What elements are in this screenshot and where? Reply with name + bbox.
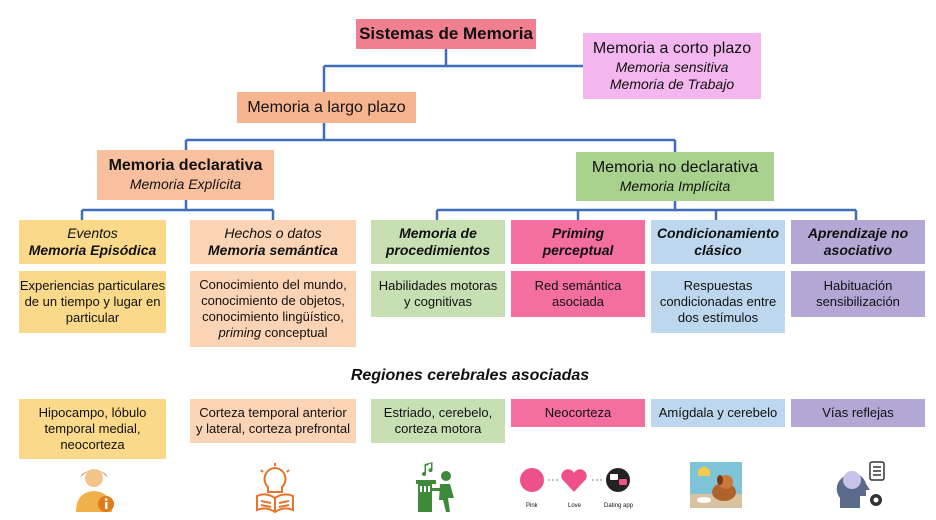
category-priming — [511, 220, 645, 264]
description-episodic-line2: de un tiempo y lugar en — [24, 293, 161, 309]
description-semantic-line1: Conocimiento del mundo, — [199, 276, 347, 292]
category-priming-line1: Priming — [551, 224, 605, 241]
description-semantic-line3: conocimiento lingüístico, — [202, 309, 344, 324]
priming-label-dating: Dating app — [604, 503, 634, 509]
declarative-node — [97, 150, 274, 200]
description-procedural — [371, 271, 505, 317]
description-semantic-line2: conocimiento de objetos, — [201, 292, 345, 308]
non-declarative-subtitle: Memoria Implícita — [619, 177, 731, 194]
category-episodic — [19, 220, 166, 264]
description-semantic — [190, 271, 356, 347]
category-semantic-line1: Hechos o datos — [224, 224, 322, 241]
region-conditioning-line1: Amígdala y cerebelo — [658, 404, 778, 420]
short-term-title: Memoria a corto plazo — [592, 39, 752, 57]
region-episodic-line3: neocorteza — [60, 437, 125, 453]
description-procedural-line2: y cognitivas — [404, 294, 472, 309]
region-semantic-line1: Corteza temporal anterior — [199, 404, 347, 420]
description-nonassociative-line1: Habituación — [823, 277, 893, 293]
region-priming — [511, 399, 645, 427]
category-procedural-line1: Memoria de — [399, 224, 477, 241]
description-episodic-line3: particular — [65, 310, 120, 326]
category-episodic-line1: Eventos — [67, 224, 118, 241]
short-term-line2: Memoria de Trabajo — [609, 76, 735, 92]
region-priming-line1: Neocorteza — [544, 404, 612, 420]
priming-label-pink: Pink — [526, 503, 538, 509]
category-conditioning-line2: clásico — [694, 242, 742, 258]
description-semantic-em: priming — [218, 325, 262, 341]
piano-player-icon — [416, 462, 464, 514]
category-conditioning-line1: Condicionamiento — [656, 224, 780, 241]
category-episodic-line2: Memoria Episódica — [28, 242, 157, 258]
non-declarative-title: Memoria no declarativa — [591, 158, 759, 176]
description-nonassociative — [791, 271, 925, 317]
description-semantic-line4 — [218, 325, 327, 341]
description-episodic-line1: Experiencias particulares — [19, 277, 166, 293]
description-priming-line1: Red semántica — [534, 277, 622, 293]
region-episodic — [19, 399, 166, 459]
short-term-line1: Memoria sensitiva — [615, 58, 729, 75]
region-semantic-line2: y lateral, corteza prefrontal — [196, 421, 350, 436]
category-procedural — [371, 220, 505, 264]
priming-sequence-icon — [518, 466, 638, 510]
region-episodic-line2: temporal medial, — [44, 420, 141, 436]
root-node — [356, 19, 536, 49]
region-nonassociative-line1: Vías reflejas — [822, 404, 894, 420]
region-nonassociative — [791, 399, 925, 427]
priming-label-love: Love — [568, 503, 582, 509]
description-conditioning-line3: dos estímulos — [677, 310, 759, 326]
region-procedural — [371, 399, 505, 443]
category-semantic-line2: Memoria semántica — [208, 242, 338, 258]
root-label: Sistemas de Memoria — [359, 24, 533, 44]
region-conditioning — [651, 399, 785, 427]
long-term-node — [237, 92, 416, 123]
category-priming-line2: perceptual — [542, 242, 614, 258]
region-procedural-line1: Estriado, cerebelo, — [383, 404, 493, 420]
brain-head-icon — [834, 460, 886, 512]
dog-bell-icon — [690, 462, 742, 508]
description-semantic-tail: conceptual — [261, 325, 328, 341]
person-info-icon — [74, 466, 118, 514]
category-procedural-line2: procedimientos — [385, 242, 491, 258]
declarative-title: Memoria declarativa — [108, 157, 263, 175]
lightbulb-book-icon — [253, 462, 297, 514]
non-declarative-node — [576, 152, 774, 201]
declarative-subtitle: Memoria Explícita — [129, 176, 242, 193]
description-procedural-line1: Habilidades motoras — [378, 277, 498, 293]
short-term-node — [583, 33, 761, 99]
category-nonassociative — [791, 220, 925, 264]
regions-title: Regiones cerebrales asociadas — [350, 367, 590, 384]
description-conditioning-line1: Respuestas — [683, 277, 753, 293]
region-episodic-line1: Hipocampo, lóbulo — [38, 404, 147, 420]
priming-sequence-shapes — [518, 466, 638, 496]
description-priming-line2: asociada — [551, 294, 605, 309]
description-nonassociative-line2: sensibilización — [816, 294, 900, 309]
description-episodic — [19, 271, 166, 333]
description-conditioning — [651, 271, 785, 333]
long-term-label: Memoria a largo plazo — [247, 98, 406, 116]
region-semantic — [190, 399, 356, 443]
description-conditioning-line2: condicionadas entre — [659, 293, 777, 309]
category-semantic — [190, 220, 356, 264]
category-nonassociative-line1: Aprendizaje no — [807, 224, 909, 241]
region-procedural-line2: corteza motora — [394, 421, 482, 436]
description-priming — [511, 271, 645, 317]
category-nonassociative-line2: asociativo — [823, 242, 893, 258]
category-conditioning — [651, 220, 785, 264]
